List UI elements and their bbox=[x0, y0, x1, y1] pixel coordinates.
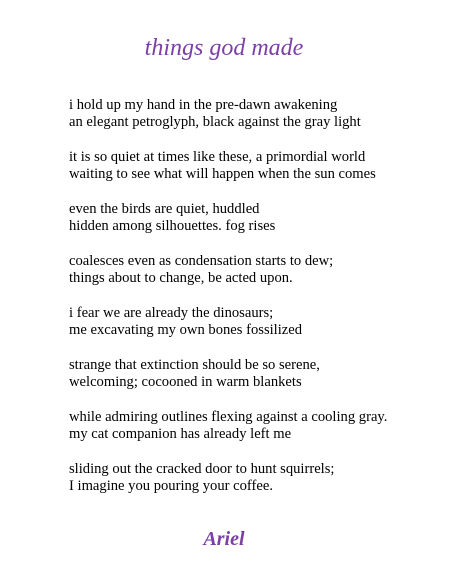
stanza-1 bbox=[69, 97, 449, 131]
poem-line: an elegant petroglyph, black against the gray light bbox=[69, 114, 361, 130]
stanza-8 bbox=[69, 461, 449, 495]
poem-title: things god made bbox=[144, 35, 304, 61]
poem-line: i fear we are already the dinosaurs; bbox=[69, 305, 274, 321]
poem-line: my cat companion has already left me bbox=[69, 426, 292, 442]
poem-line: things about to change, be acted upon. bbox=[69, 270, 293, 286]
stanza-3 bbox=[69, 201, 449, 235]
stanza-6 bbox=[69, 357, 449, 391]
poem-line: I imagine you pouring your coffee. bbox=[69, 478, 273, 494]
stanza-7 bbox=[69, 409, 449, 443]
poem-line: me excavating my own bones fossilized bbox=[69, 322, 303, 338]
poem-line: hidden among silhouettes. fog rises bbox=[69, 218, 276, 234]
stanza-5 bbox=[69, 305, 449, 339]
poem-line: while admiring outlines flexing against a cooling gray. bbox=[69, 409, 388, 425]
poem-body bbox=[69, 97, 449, 513]
stanza-4 bbox=[69, 253, 449, 287]
stanza-2 bbox=[69, 149, 449, 183]
poem-line: waiting to see what will happen when the sun comes bbox=[69, 166, 376, 182]
poem-line: i hold up my hand in the pre-dawn awakening bbox=[69, 97, 338, 113]
poem-line: welcoming; cocooned in warm blankets bbox=[69, 374, 302, 390]
poem-line: even the birds are quiet, huddled bbox=[69, 201, 260, 217]
poem-line: sliding out the cracked door to hunt squirrels; bbox=[69, 461, 335, 477]
author-signature: Ariel bbox=[203, 528, 245, 550]
poem-line: coalesces even as condensation starts to dew; bbox=[69, 253, 334, 269]
poem-line: it is so quiet at times like these, a primordial world bbox=[69, 149, 366, 165]
poem-line: strange that extinction should be so serene, bbox=[69, 357, 320, 373]
